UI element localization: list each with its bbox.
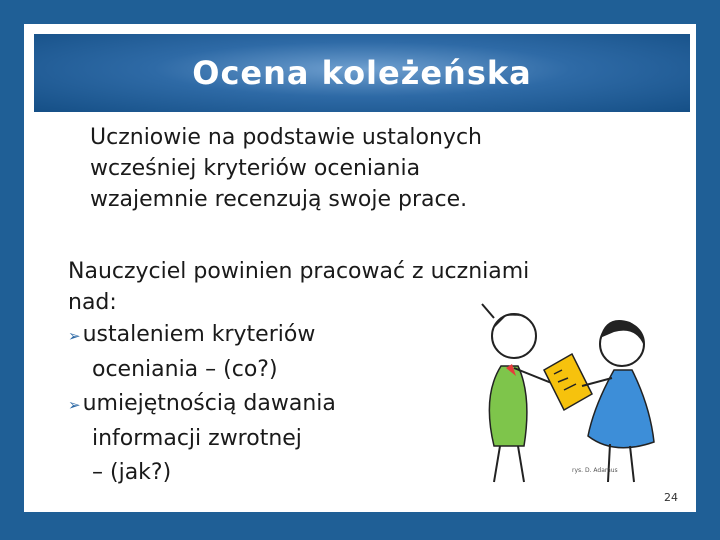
bullet-item bbox=[68, 387, 448, 422]
intro-line: wzajemnie recenzują swoje prace. bbox=[90, 187, 468, 212]
intro-line: Uczniowie na podstawie ustalonych bbox=[90, 125, 482, 150]
bullet-item bbox=[68, 318, 448, 353]
student-right-figure bbox=[582, 320, 654, 482]
bullet-text: informacji zwrotnej bbox=[92, 426, 302, 451]
intro-line: wcześniej kryteriów oceniania bbox=[90, 156, 421, 181]
bullet-arrow-icon: ➢ bbox=[68, 327, 81, 345]
bullet-text: – (jak?) bbox=[92, 460, 172, 485]
teacher-line: nad: bbox=[68, 290, 117, 315]
slide-title: Ocena koleżeńska bbox=[192, 54, 532, 92]
bullet-text: oceniania – (co?) bbox=[92, 357, 278, 382]
peer-review-illustration bbox=[454, 286, 684, 486]
student-left-figure bbox=[482, 304, 554, 482]
bullet-arrow-icon: ➢ bbox=[68, 396, 81, 414]
intro-paragraph bbox=[90, 122, 650, 215]
bullet-text: ustaleniem kryteriów bbox=[82, 322, 316, 347]
teacher-line: Nauczyciel powinien pracować z uczniami bbox=[68, 259, 530, 284]
page-number: 24 bbox=[664, 491, 678, 504]
paper-sheet bbox=[544, 354, 592, 410]
illustration-caption: rys. D. Adamus bbox=[572, 467, 618, 474]
bullet-list bbox=[68, 318, 448, 490]
title-bar bbox=[34, 34, 690, 112]
slide bbox=[24, 24, 696, 512]
bullet-text: umiejętnością dawania bbox=[82, 391, 336, 416]
